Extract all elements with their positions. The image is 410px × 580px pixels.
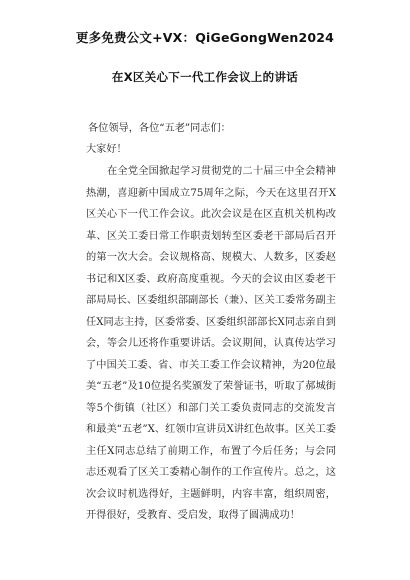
body-paragraph: 在全党全国掀起学习贯彻党的二十届三中全会精神热潮，喜迎新中国成立75周年之际，今天在这里召开X区关心下一代工作会议。此次会议是在区直机关机构改革、区关工委日常工作职责划转至区委老干部局后召开的第一次大会。会议规格高、规模大、人数多，区委赵书记和X区委、政府高度重视。今天的会议由区委老干部局局长、区委组织部副部长（兼）、区关工委常务副主任X同志主持，区委常委、区委组织部部长X同志亲自到会，等会儿还将作重要讲话。会议期间，认真传达学习了中国关工委、省、市关工委工作会议精神，为20位最美“五老”及10位提名奖颁发了荣誉证书，听取了郝城街等5个街镇（社区）和部门关工委负责同志的交流发言和最美“五老”X、红领巾宣讲员X讲红色故事。区关工委主任X同志总结了前期工作，布置了今后任务；与会同志还观看了区关工委精心制作的工作宣传片。总之，这次会议时机选得好，主题鲜明，内容丰富，组织周密，开得很好，受教育、受启发，取得了圆满成功！ [86,166,336,521]
salutation-line: 各位领导，各位“五老”同志们： [88,123,231,134]
document-title: 在X区关心下一代工作会议上的讲话 [111,70,299,84]
greeting-line: 大家好！ [86,144,127,155]
promo-header: 更多免费公文+VX：QiGeGongWen2024 [75,30,335,45]
